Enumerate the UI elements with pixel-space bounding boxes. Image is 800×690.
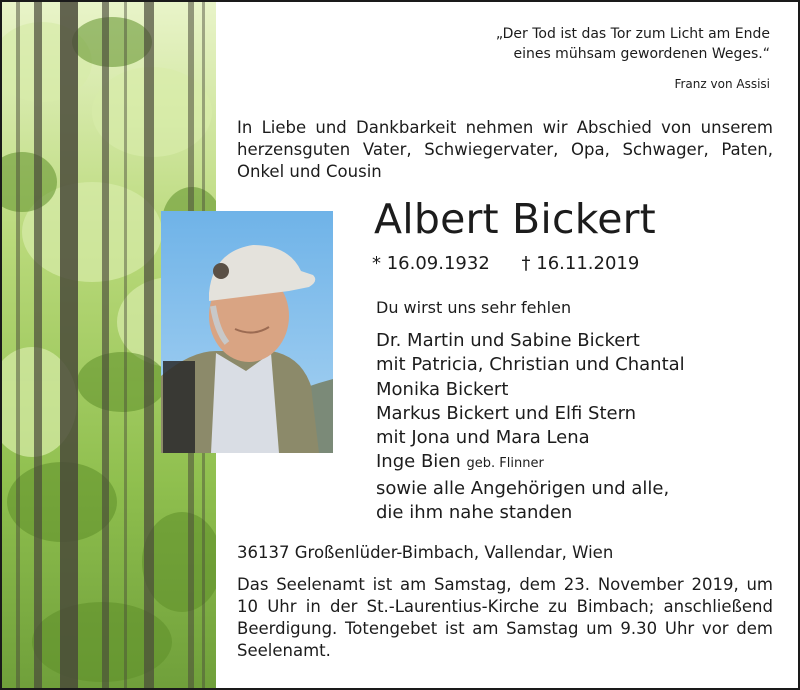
portrait-photo	[161, 211, 333, 453]
family-list	[376, 329, 685, 525]
death-date: † 16.11.2019	[521, 253, 640, 274]
service-line: Seelenamt.	[237, 641, 331, 660]
family-row: mit Jona und Mara Lena	[376, 427, 590, 449]
family-row: Markus Bickert und Elfi Stern	[376, 402, 637, 424]
family-member-name: Inge Bien	[376, 451, 461, 473]
farewell-message: Du wirst uns sehr fehlen	[376, 298, 572, 317]
service-line: Das Seelenamt ist am Samstag, dem 23. November 2019, um	[237, 575, 773, 594]
quote	[350, 24, 770, 64]
family-row: die ihm nahe standen	[376, 502, 573, 524]
service-info	[237, 574, 773, 662]
intro-text	[237, 117, 773, 183]
service-line: 10 Uhr in der St.-Laurentius-Kirche zu Bimbach; anschließend	[237, 597, 773, 616]
birth-date: * 16.09.1932	[372, 253, 490, 274]
family-row: sowie alle Angehörigen und alle,	[376, 477, 670, 499]
quote-author: Franz von Assisi	[674, 77, 770, 91]
location-line: 36137 Großenlüder-Bimbach, Vallendar, Wien	[237, 543, 614, 562]
deceased-name: Albert Bickert	[374, 195, 656, 243]
life-dates	[372, 253, 639, 274]
service-line: Beerdigung. Totengebet ist am Samstag um 9.30 Uhr vor dem	[237, 619, 773, 638]
quote-line: eines mühsam gewordenen Weges.“	[513, 46, 770, 62]
quote-line: „Der Tod ist das Tor zum Licht am Ende	[495, 26, 770, 42]
intro-line: In Liebe und Dankbarkeit nehmen wir Abschied von unserem	[237, 118, 773, 137]
intro-line: Onkel und Cousin	[237, 162, 382, 181]
maiden-name: geb. Flinner	[466, 456, 544, 472]
family-row: mit Patricia, Christian und Chantal	[376, 354, 685, 376]
family-row: Dr. Martin und Sabine Bickert	[376, 330, 640, 351]
family-row	[376, 450, 685, 476]
intro-line: herzensguten Vater, Schwiegervater, Opa, Schwager, Paten,	[237, 140, 773, 159]
family-row: Monika Bickert	[376, 378, 509, 400]
